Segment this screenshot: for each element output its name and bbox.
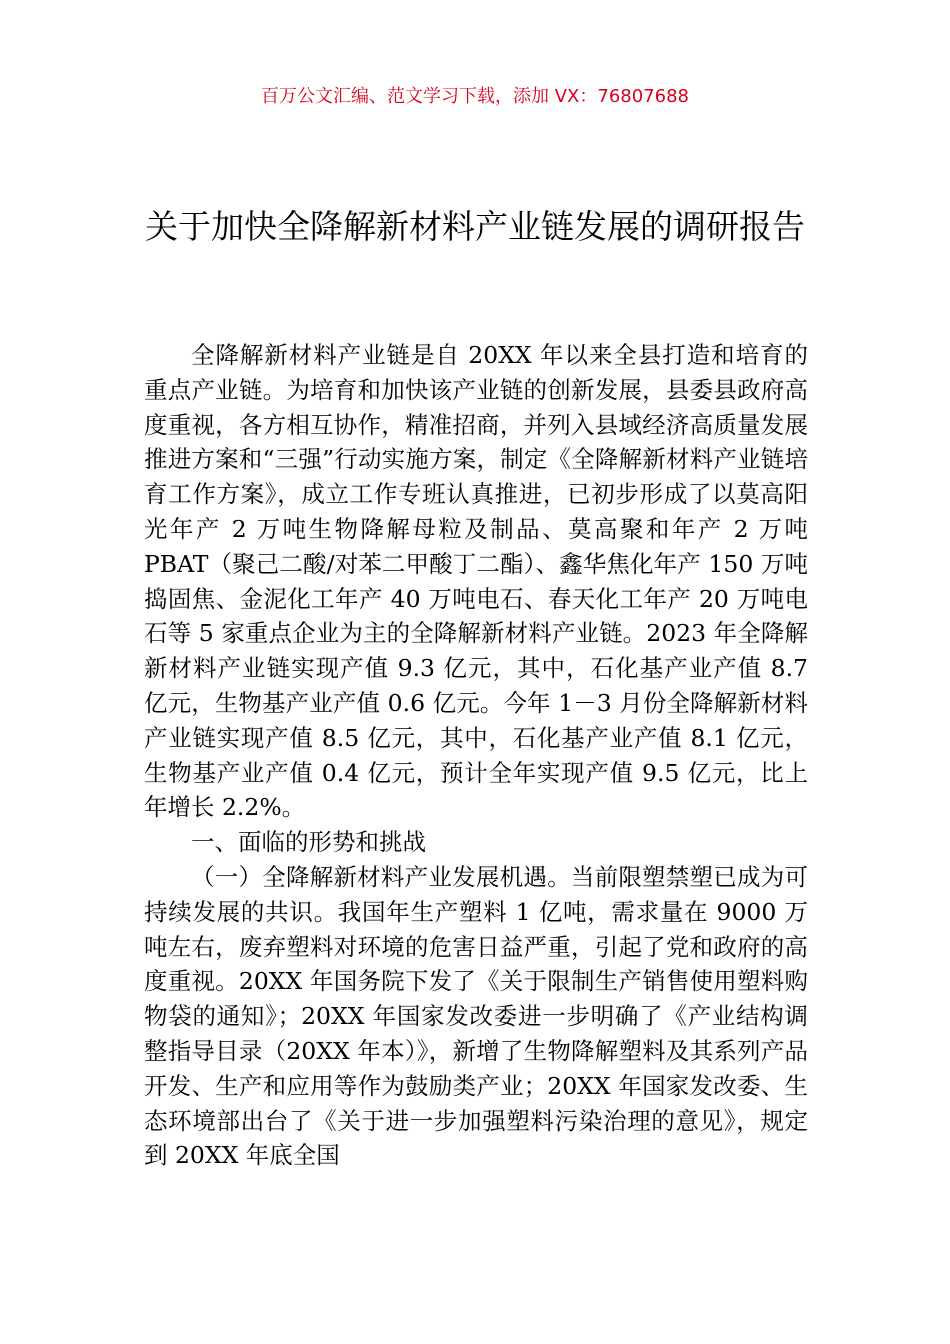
paragraph-intro: 全降解新材料产业链是自 20XX 年以来全县打造和培育的重点产业链。为培育和加快该产业链的创新发展，县委县政府高度重视，各方相互协作，精准招商，并列入县域经济高质量发展推进方案和“三强”行动实施方案，制定《全降解新材料产业链培育工作方案》，成立工作专班认真推进，已初步形成了以莫高阳光年产 2 万吨生物降解母粒及制品、莫高聚和年产 2 万吨 PBAT（聚己二酸/对苯二甲酸丁二酯）、鑫华焦化年产 150 万吨捣固焦、金泥化工年产 40 万吨电石、春天化工年产 20 万吨电石等 5 家重点企业为主的全降解新材料产业链。2023 年全降解新材料产业链实现产值 9.3 亿元，其中，石化基产业产值 8.7 亿元，生物基产业产值 0.6 亿元。今年 1－3 月份全降解新材料产业链实现产值 8.5 亿元，其中，石化基产业产值 8.1 亿元，生物基产业产值 0.4 亿元，预计全年实现产值 9.5 亿元，比上年增长 2.2%。 xyxy=(144,341,808,822)
header-note: 百万公文汇编、范文学习下载，添加 VX：76807688 xyxy=(261,86,689,107)
document-body xyxy=(144,338,808,1173)
paragraph-opportunity: （一）全降解新材料产业发展机遇。当前限塑禁塑已成为可持续发展的共识。我国年生产塑料 1 亿吨，需求量在 9000 万吨左右，废弃塑料对环境的危害日益严重，引起了党和政府的高度重视。20XX 年国务院下发了《关于限制生产销售使用塑料购物袋的通知》；20XX 年国家发改委进一步明确了《产业结构调整指导目录（20XX 年本）》，新增了生物降解塑料及其系列产品开发、生产和应用等作为鼓励类产业；20XX 年国家发改委、生态环境部出台了《关于进一步加强塑料污染治理的意见》，规定到 20XX 年底全国 xyxy=(144,862,808,1170)
document-title: 关于加快全降解新材料产业链发展的调研报告 xyxy=(145,207,805,247)
section-heading: 一、面临的形势和挑战 xyxy=(191,828,426,857)
